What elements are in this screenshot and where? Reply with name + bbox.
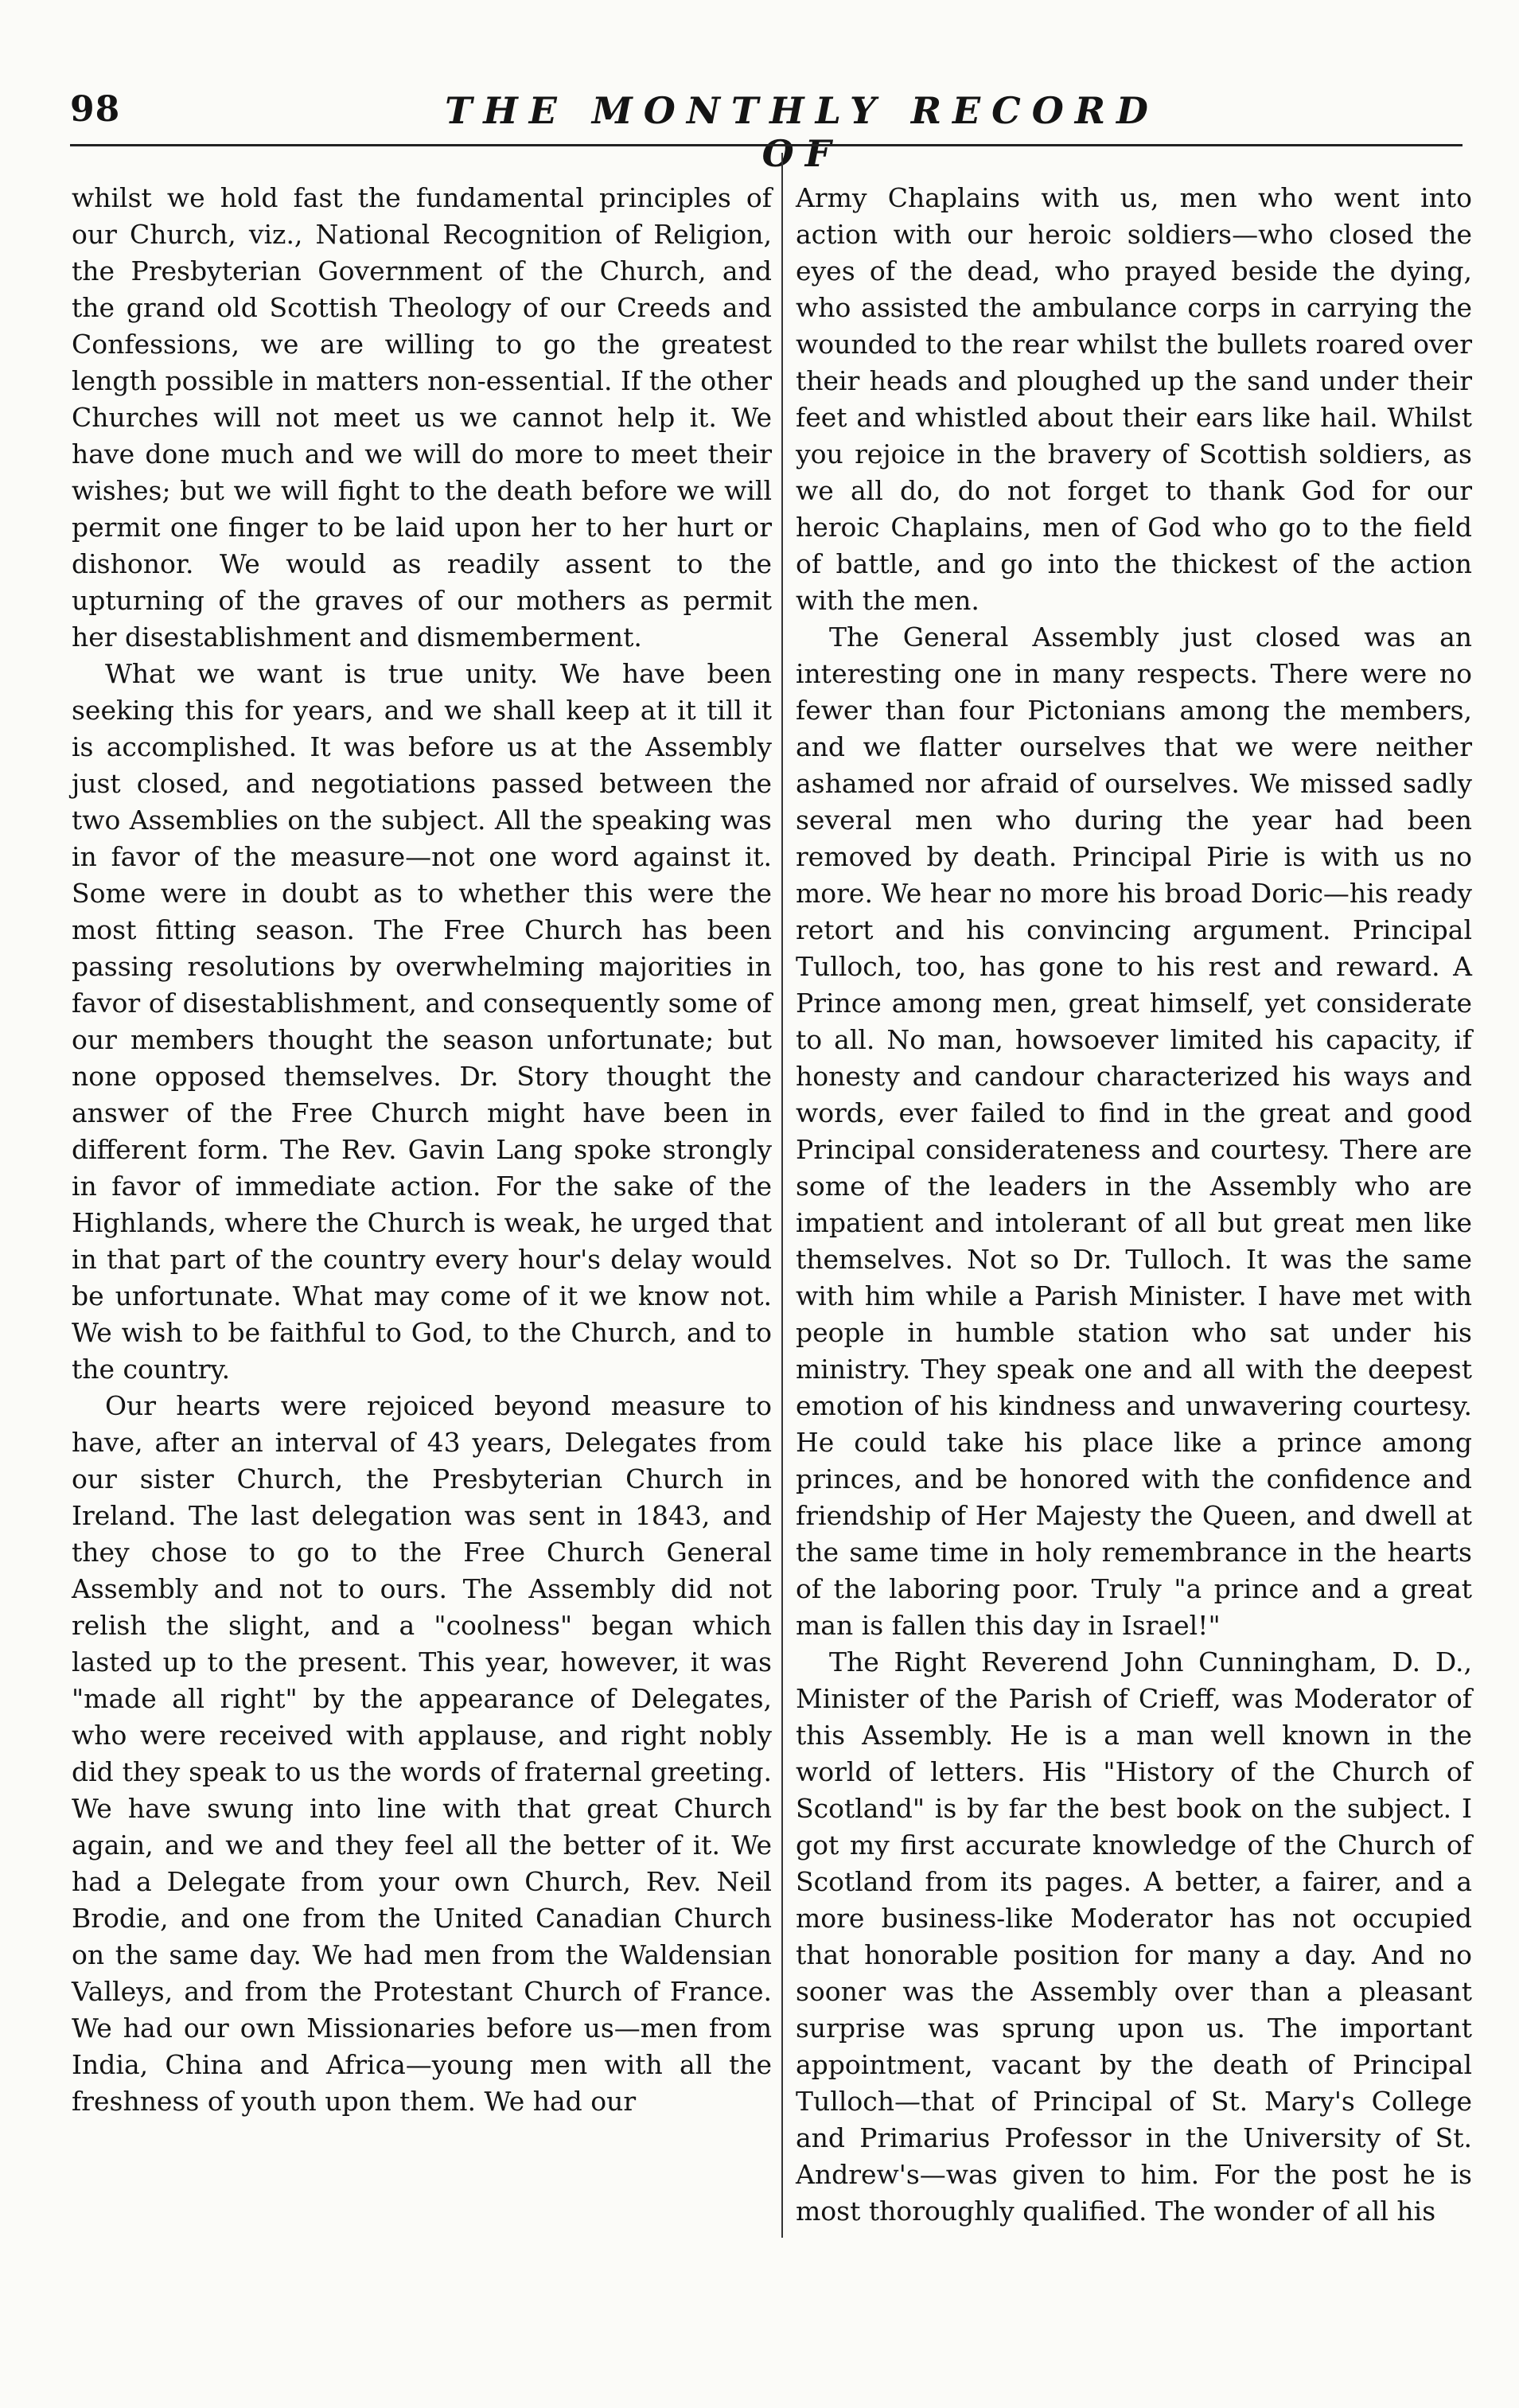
paragraph: Army Chaplains with us, men who went into action with our heroic soldiers—who closed the eyes of the dead, who prayed beside the dying, who assisted the ambulance corps in carrying the wounded to the rear whilst the bullets roared over their heads and ploughed up the sand under their feet and whistled about their ears like hail. Whilst you rejoice in the bravery of Scottish soldiers, as we all do, do not forget to thank God for our heroic Chaplains, men of God who go to the field of battle, and go into the thickest of the action with the men. (796, 182, 1472, 616)
right-column (796, 180, 1472, 2230)
column-divider (781, 153, 783, 2238)
paragraph: The Right Reverend John Cunningham, D. D., Minister of the Parish of Crieff, was Moderator of this Assembly. He is a man well known in the world of letters. His "History of the Church of Scotland" is by far the best book on the subject. I got my first accurate knowledge of the Church of Scotland from its pages. A better, a fairer, and a more business-like Moderator has not occupied that honorable position for many a day. And no sooner was the Assembly over than a pleasant surprise was sprung upon us. The important appointment, vacant by the death of Principal Tulloch—that of Principal of St. Mary's College and Primarius Professor in the University of St. Andrew's—was given to him. For the post he is most thoroughly qualified. The wonder of all his (796, 1646, 1472, 2227)
paragraph: whilst we hold fast the fundamental principles of our Church, viz., National Recognition of Religion, the Presbyterian Government of the Church, and the grand old Scottish Theology of our Creeds and Confessions, we are willing to go the greatest length possible in matters non-essential. If the other Churches will not meet us we cannot help it. We have done much and we will do more to meet their wishes; but we will fight to the death before we will permit one finger to be laid upon her to her hurt or dishonor. We would as readily assent to the upturning of the graves of our mothers as permit her disestablishment and dismemberment. (72, 182, 772, 653)
paragraph: What we want is true unity. We have been seeking this for years, and we shall keep at it till it is accomplished. It was before us at the Assembly just closed, and negotiations passed between the two Assemblies on the subject. All the speaking was in favor of the measure—not one word against it. Some were in doubt as to whether this were the most fitting season. The Free Church has been passing resolutions by overwhelming majorities in favor of disestablishment, and consequently some of our members thought the season unfortunate; but none opposed themselves. Dr. Story thought the answer of the Free Church might have been in different form. The Rev. Gavin Lang spoke strongly in favor of immediate action. For the sake of the Highlands, where the Church is weak, he urged that in that part of the country every hour's delay would be unfortunate. What may come of it we know not. We wish to be faithful to God, to the Church, and to the country. (72, 658, 772, 1385)
paragraph: The General Assembly just closed was an interesting one in many respects. There were no fewer than four Pictonians among the members, and we flatter ourselves that we were neither ashamed nor afraid of ourselves. We missed sadly several men who during the year had been removed by death. Principal Pirie is with us no more. We hear no more his broad Doric—his ready retort and his convincing argument. Principal Tulloch, too, has gone to his rest and reward. A Prince among men, great himself, yet considerate to all. No man, howsoever limited his capacity, if honesty and candour characterized his ways and words, ever failed to find in the great and good Principal considerateness and courtesy. There are some of the leaders in the Assembly who are impatient and intolerant of all but great men like themselves. Not so Dr. Tulloch. It was the same with him while a Parish Minister. I have met with people in humble station who sat under his ministry. They speak one and all with the deepest emotion of his kindness and unwavering courtesy. He could take his place like a prince among princes, and be honored with the confidence and friendship of Her Majesty the Queen, and dwell at the same time in holy remembrance in the hearts of the laboring poor. Truly "a prince and a great man is fallen this day in Israel!" (796, 621, 1472, 1641)
running-title: THE MONTHLY RECORD OF (445, 89, 1159, 175)
paragraph: Our hearts were rejoiced beyond measure to have, after an interval of 43 years, Delegates from our sister Church, the Presbyterian Church in Ireland. The last delegation was sent in 1843, and they chose to go to the Free Church General Assembly and not to ours. The Assembly did not relish the slight, and a "coolness" began which lasted up to the present. This year, however, it was "made all right" by the appearance of Delegates, who were received with applause, and right nobly did they speak to us the words of fraternal greeting. We have swung into line with that great Church again, and we and they feel all the better of it. We had a Delegate from your own Church, Rev. Neil Brodie, and one from the United Canadian Church on the same day. We had men from the Waldensian Valleys, and from the Protestant Church of France. We had our own Missionaries before us—men from India, China and Africa—young men with all the freshness of youth upon them. We had our (72, 1390, 772, 2117)
left-column (72, 180, 772, 2120)
header-rule (70, 144, 1463, 146)
page-header (70, 89, 1463, 175)
page-number: 98 (70, 89, 121, 130)
